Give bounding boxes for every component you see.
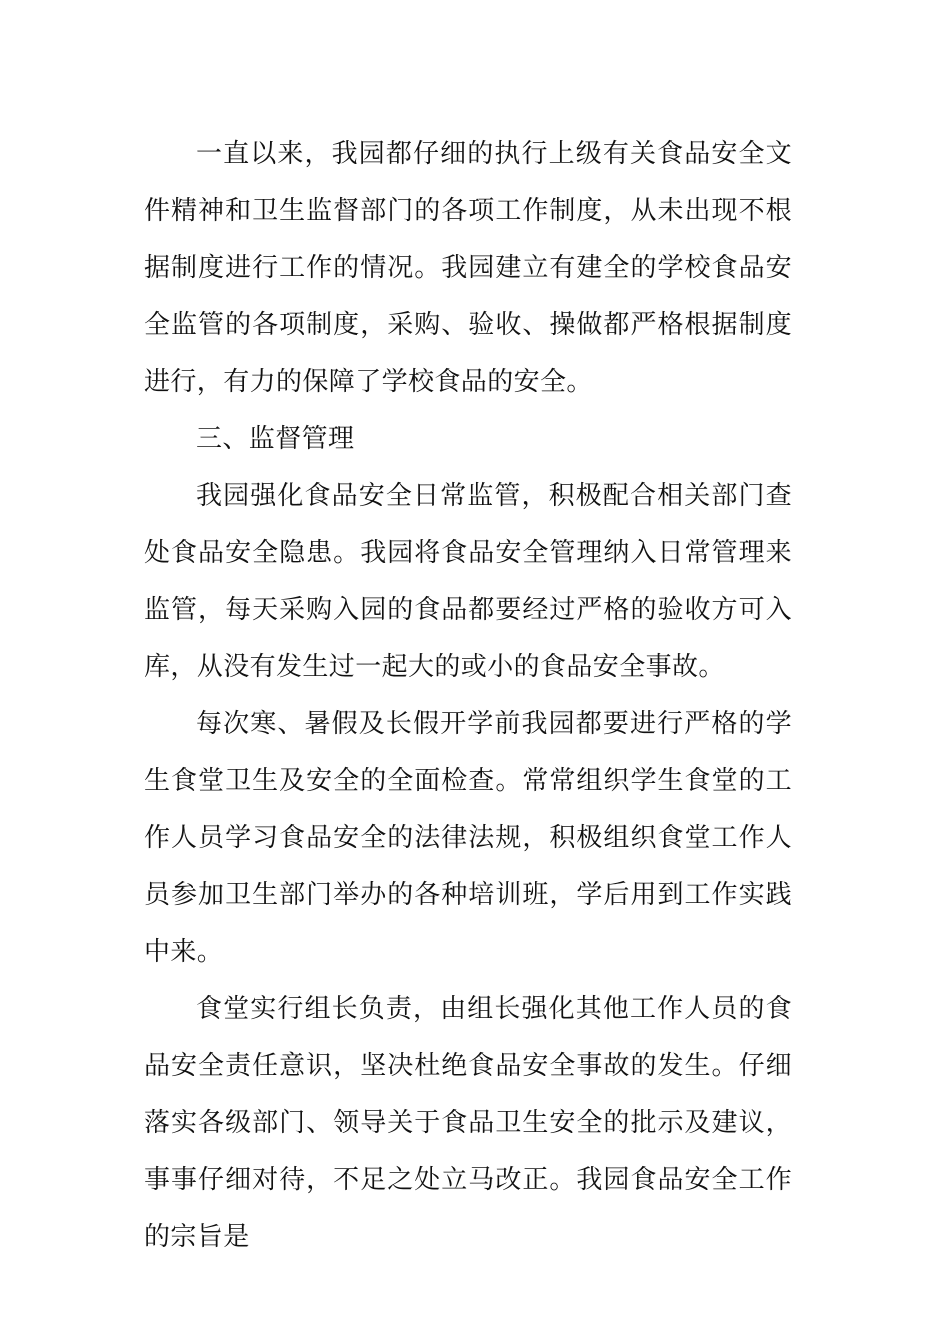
paragraph-implementation: 一直以来，我园都仔细的执行上级有关食品安全文件精神和卫生监督部门的各项工作制度，从未出现不根据制度进行工作的情况。我园建立有建全的学校食品安全监管的各项制度，采购、验收、操做都严格根据制度进行，有力的保障了学校食品的安全。 [144, 139, 792, 397]
paragraph-inspection: 每次寒、暑假及长假开学前我园都要进行严格的学生食堂卫生及安全的全面检查。常常组织学生食堂的工作人员学习食品安全的法律法规，积极组织食堂工作人员参加卫生部门举办的各种培训班，学后用到工作实践中来。 [144, 709, 792, 967]
paragraph-daily-supervision: 我园强化食品安全日常监管，积极配合相关部门查处食品安全隐患。我园将食品安全管理纳入日常管理来监管，每天采购入园的食品都要经过严格的验收方可入库，从没有发生过一起大的或小的食品安全事故。 [144, 481, 792, 682]
paragraph-responsibility: 食堂实行组长负责，由组长强化其他工作人员的食品安全责任意识，坚决杜绝食品安全事故的发生。仔细落实各级部门、领导关于食品卫生安全的批示及建议，事事仔细对待，不足之处立马改正。我园食品安全工作的宗旨是 [144, 994, 792, 1252]
document-body [144, 126, 792, 1266]
section-heading-supervision: 三、监督管理 [196, 424, 355, 454]
